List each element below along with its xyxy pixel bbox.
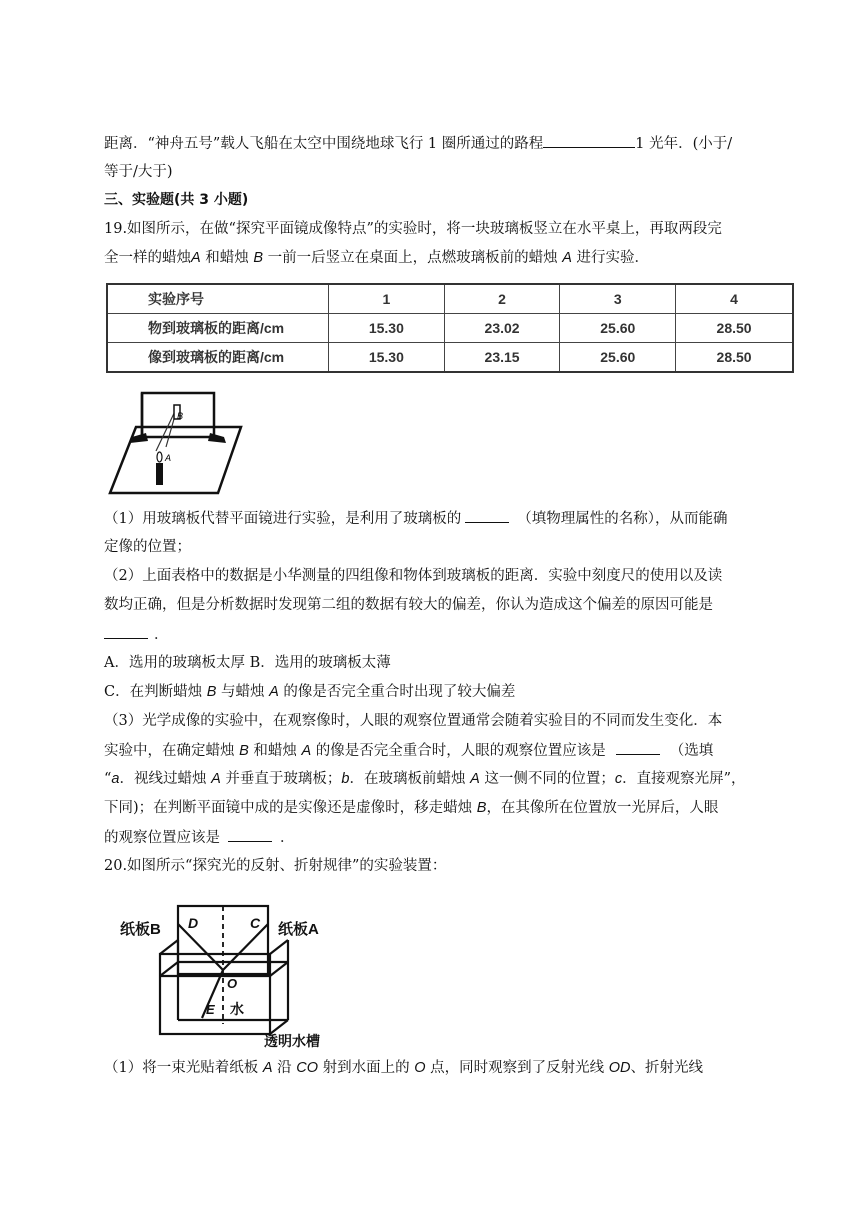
table-cell: 23.02 bbox=[444, 314, 560, 343]
mirror-experiment-figure bbox=[106, 385, 246, 497]
q19-part3-line-1: （3）光学成像的实验中，在观察像时，人眼的观察位置通常会随着实验目的不同而发生变化．本 bbox=[104, 713, 723, 729]
table-row-label: 物到玻璃板的距离/cm bbox=[107, 314, 329, 343]
label-e: E bbox=[206, 1002, 215, 1017]
answer-blank bbox=[104, 624, 148, 639]
q19-part3-line-4: 下同)；在判断平面镜中成的是实像还是虚像时，移走蜡烛 B，在其像所在位置放一光屏后，人眼 bbox=[104, 800, 719, 816]
label-board-a: 纸板A bbox=[278, 921, 319, 938]
table-cell: 25.60 bbox=[560, 342, 676, 372]
right-stand bbox=[208, 433, 226, 443]
table-header-cell: 实验序号 bbox=[107, 284, 329, 314]
answer-blank bbox=[616, 740, 660, 755]
label-d: D bbox=[188, 915, 199, 931]
table-header-cell: 2 bbox=[444, 284, 560, 314]
table-cell: 25.60 bbox=[560, 314, 676, 343]
table-header-cell: 1 bbox=[329, 284, 445, 314]
label-board-b: 纸板B bbox=[120, 921, 161, 938]
label-water: 水 bbox=[230, 1001, 244, 1017]
refraction-experiment-figure bbox=[120, 904, 345, 1049]
label-tank: 透明水槽 bbox=[264, 1033, 320, 1049]
table-cell: 23.15 bbox=[444, 342, 560, 372]
q20-part1-line-1: （1）将一束光贴着纸板 A 沿 CO 射到水面上的 O 点，同时观察到了反射光线 OD、折射光线 bbox=[104, 1060, 703, 1076]
q20-intro: 20.如图所示“探究光的反射、折射规律”的实验装置： bbox=[104, 858, 447, 874]
table-row-label: 像到玻璃板的距离/cm bbox=[107, 342, 329, 372]
answer-blank bbox=[228, 827, 272, 842]
q19-part3-line-2: 实验中，在确定蜡烛 B 和蜡烛 A 的像是否完全重合时，人眼的观察位置应该是 （选填 bbox=[104, 740, 760, 761]
q19-part1-line-1: （1）用玻璃板代替平面镜进行实验，是利用了玻璃板的 （填物理属性的名称），从而能确 bbox=[104, 508, 760, 529]
candle-a bbox=[156, 463, 163, 485]
candle-flame bbox=[157, 452, 162, 462]
section-title: 三、实验题(共 3 小题) bbox=[104, 192, 249, 208]
table-header-cell: 4 bbox=[676, 284, 793, 314]
q19-part2-line-1: （2）上面表格中的数据是小华测量的四组像和物体到玻璃板的距离．实验中刻度尺的使用以及读 bbox=[104, 568, 723, 584]
table-cell: 28.50 bbox=[676, 342, 793, 372]
q19-part2-line-3: ． bbox=[104, 624, 760, 645]
answer-blank bbox=[465, 508, 509, 523]
text: 1 光年．(小于/ bbox=[635, 136, 733, 152]
label-o: O bbox=[227, 976, 238, 991]
tank-front bbox=[160, 954, 270, 1034]
table-cell: 15.30 bbox=[329, 314, 445, 343]
q19-intro-line-2: 全一样的蜡烛A 和蜡烛 B 一前一后竖立在桌面上，点燃玻璃板前的蜡烛 A 进行实验． bbox=[104, 250, 650, 266]
q19-part3-line-3: “a．视线过蜡烛 A 并垂直于玻璃板；b．在玻璃板前蜡烛 A 这一侧不同的位置；c．直接观察光屏”， bbox=[104, 771, 746, 787]
table-cell: 15.30 bbox=[329, 342, 445, 372]
q19-part1-line-2: 定像的位置； bbox=[104, 539, 191, 555]
measurement-table bbox=[106, 283, 794, 373]
candle-a-label: A bbox=[165, 453, 172, 463]
q19-intro-line-1: 19.如图所示，在做“探究平面镜成像特点”的实验时，将一块玻璃板竖立在水平桌上，再取两段完 bbox=[104, 221, 722, 237]
answer-blank bbox=[543, 133, 635, 148]
q19-part2-line-2: 数均正确，但是分析数据时发现第二组的数据有较大的偏差，你认为造成这个偏差的原因可能是 bbox=[104, 597, 713, 613]
table-row bbox=[107, 314, 793, 343]
table-header-row bbox=[107, 284, 793, 314]
table-cell: 28.50 bbox=[676, 314, 793, 343]
q19-option-c: C．在判断蜡烛 B 与蜡烛 A 的像是否完全重合时出现了较大偏差 bbox=[104, 684, 516, 700]
table-row bbox=[107, 342, 793, 372]
label-c: C bbox=[250, 915, 261, 931]
q19-part3-line-5: 的观察位置应该是 ． bbox=[104, 827, 760, 848]
text-line bbox=[104, 133, 760, 154]
q19-options-ab: A．选用的玻璃板太厚 B．选用的玻璃板太薄 bbox=[104, 655, 391, 671]
table-header-cell: 3 bbox=[560, 284, 676, 314]
text: 距离．“神舟五号”载人飞船在太空中围绕地球飞行 1 圈所通过的路程 bbox=[104, 136, 544, 152]
candle-b-label: B bbox=[177, 411, 184, 421]
text-line: 等于/大于) bbox=[104, 164, 173, 180]
